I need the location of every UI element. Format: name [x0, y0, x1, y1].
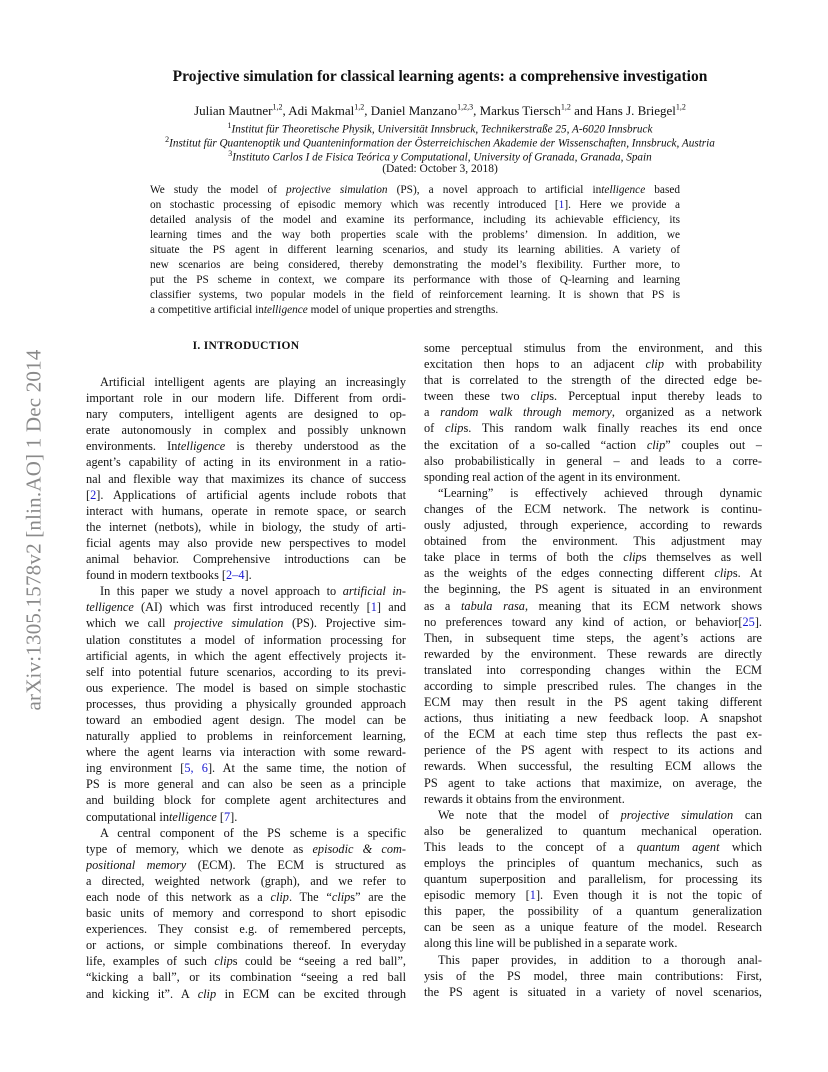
right-column — [424, 340, 762, 1000]
left-column-line: life, examples of such clips could be “seeing a red ball”, — [86, 954, 406, 969]
affiliation-2: $^2$Institut für Quantenoptik und Quanteninformation der Österreichischen Akademie der Wissenschaften, Innsbruck, Austria — [165, 135, 715, 150]
right-column-line: take place in terms of both the clips themselves as well — [424, 550, 762, 565]
left-column-line: agent’s capability of acting in its environment in a ratio- — [86, 455, 406, 470]
right-column-line: This paper provides, in addition to a thorough anal- — [438, 952, 762, 967]
left-column-line: or actions, or simple combinations thereof. In everyday — [86, 938, 406, 953]
left-column-line: [2]. Applications of artificial agents include robots that — [86, 487, 406, 502]
right-column-line: ysis of the PS model, three main contributions: First, — [424, 968, 762, 983]
left-column-line: animal behavior. Comprehensive introductions can be — [86, 552, 406, 567]
left-column-line: interact with humans, operate in remote space, or search — [86, 503, 406, 518]
right-column-line: PS agent to take actions that maximize, on average, the — [424, 775, 762, 790]
right-column-line: tween these two clips. Perceptual input thereby leads to — [424, 389, 762, 404]
left-column-line: ous experience. The model is based on simple stochastic — [86, 680, 406, 695]
right-column-line: episodic memory [1]. Even though it is not the topic of — [424, 888, 762, 903]
abstract-line: We study the model of projective simulation (PS), a novel approach to artificial intelligence based — [150, 184, 681, 196]
right-column-line: This leads to the concept of a quantum agent which — [424, 839, 762, 854]
right-column-line: Then, in subsequent time steps, the agent’s actions are — [424, 630, 762, 645]
abstract-line: classifier systems, two popular models in the field of reinforcement learning. It is shown that PS is — [150, 289, 680, 302]
left-column-line: where the agent learns via interaction with some reward- — [86, 745, 406, 760]
left-column-line: ulation constitutes a model of information processing for — [86, 632, 406, 647]
left-column-line: PS is more general and can also be seen as a principle — [86, 777, 406, 792]
left-column-line: important role in our modern life. Different from ordi- — [86, 391, 406, 406]
left-column-line: ing environment [5, 6]. At the same time, the notion of — [86, 761, 406, 776]
right-column-line: employs the principles of quantum mechanics, such as — [424, 856, 762, 870]
right-column-line: a random walk through memory, organized as a network — [424, 405, 762, 420]
left-column-line: type of memory, which we denote as episodic & com- — [86, 841, 406, 856]
left-column-line: In this paper we study a novel approach to artificial in- — [100, 584, 406, 599]
left-column-line: a directed, weighted network (graph), and we refer to — [86, 873, 406, 888]
abstract-line: detailed analysis of the model and examine its performance, including its achievable efficiency, its — [150, 214, 680, 227]
left-column-line: erate autonomously in complex and possibly unknown — [86, 423, 406, 438]
left-column-line: and kicking it”. A clip in ECM can be excited through — [86, 986, 406, 1001]
right-column-line: as the weights of the edges connecting different clips. At — [424, 566, 762, 581]
right-column-line: rewarded by the environment. These rewards are directly — [424, 646, 762, 661]
abstract-line: new scenarios are being considered, thereby demonstrating the model’s flexibility. Further more, to — [150, 259, 680, 272]
left-column-line: positional memory (ECM). The ECM is structured as — [86, 857, 406, 872]
abstract-line: on stochastic processing of episodic memory which was recently introduced [1]. Here we provide a — [150, 199, 681, 212]
left-column — [86, 374, 406, 1002]
left-column-line: Artificial intelligent agents are playing an increasingly — [100, 375, 406, 389]
right-column-line: excitation then hops to an adjacent clip with probability — [424, 357, 762, 372]
left-column-line: found in modern textbooks [2–4]. — [86, 568, 252, 583]
left-column-line: telligence (AI) which was first introduced recently [1] and — [86, 600, 406, 615]
right-column-line: that is correlated to the strength of the directed edge be- — [424, 373, 762, 388]
right-column-line: of clips. This random walk finally reaches its end once — [424, 421, 762, 436]
right-column-line: of the ECM at each time step thus reflects the past ex- — [424, 727, 762, 742]
affiliation-1: $^1$Institut für Theoretische Physik, Universität Innsbruck, Technikerstraße 25, A-6020 Innsbruck — [227, 121, 653, 136]
left-column-line: self into potential future scenarios, according to its previ- — [86, 664, 406, 679]
right-column-line: the beginning, the PS agent is situated in an environment — [424, 582, 762, 597]
right-column-line: actions, thus initiating a new feedback loop. A snapshot — [424, 711, 762, 726]
right-column-line: also probabilistically in general – and leads to a corre- — [424, 453, 762, 468]
left-column-line: the internet (netbots), while in biology, the study of arti- — [86, 519, 406, 534]
paper-title: Projective simulation for classical learning agents: a comprehensive investigation — [172, 68, 708, 85]
left-column-line: nal and flexible way that maximizes its chance of success — [86, 471, 406, 486]
right-column-line: along this line will be published in a separate work. — [424, 936, 678, 951]
right-column-line: translated into corresponding changes within the ECM — [424, 662, 762, 677]
abstract-line: learning times and the way both properties scale with the problems’ dimension. In addition, we — [150, 229, 680, 242]
affiliation-3: $^3$Instituto Carlos I de Fisica Teórica y Computational, University of Granada, Granada, Spain — [228, 149, 652, 164]
right-column-line: ECM may then result in the PS agent taking different — [424, 695, 762, 710]
right-column-line: no preferences toward any kind of action, or behavior[25]. — [424, 614, 762, 629]
right-column-line: as a tabula rasa, meaning that its ECM network shows — [424, 598, 762, 613]
arxiv-identifier: arXiv:1305.1578v2 [nlin.AO] 1 Dec 2014 — [21, 349, 46, 711]
section-heading: I. INTRODUCTION — [192, 340, 300, 352]
left-column-line: environments. Intelligence is thereby understood as the — [86, 439, 406, 454]
right-column-line: ously adjusted, through experience, according to rewards — [424, 518, 762, 533]
right-column-line: changes of the ECM network. The network is continu- — [424, 501, 762, 516]
abstract-line: a competitive artificial intelligence model of unique properties and strengths. — [150, 304, 499, 317]
left-column-line: toward an embodied agent design. The model can be — [86, 712, 406, 727]
left-column-line: artificial agents, in which the agent effectively projects it- — [86, 648, 406, 663]
right-column-line: some perceptual stimulus from the environment, and this — [424, 341, 762, 355]
left-column-line: which we call projective simulation (PS). Projective sim- — [86, 616, 406, 631]
right-column-line: “Learning” is effectively achieved through dynamic — [438, 485, 762, 500]
right-column-line: perience of the PS agent with respect to its actions and — [424, 743, 762, 758]
left-column-line: naturally applied to problems in reinforcement learning, — [86, 729, 406, 744]
abstract-line: situate the PS agent in different learning scenarios, and study its learning abilities. A variety of — [150, 244, 680, 257]
left-column-line: computational intelligence [7]. — [86, 809, 238, 824]
left-column-line: A central component of the PS scheme is a specific — [100, 825, 406, 840]
left-column-line: basic units of memory and correspond to short episodic — [86, 906, 406, 921]
right-column-line: can be seen as a unique feature of the model. Research — [424, 920, 762, 935]
right-column-line: rewards. When successful, the resulting ECM allows the — [424, 759, 762, 774]
left-column-line: nary computers, intelligent agents are designed to op- — [86, 407, 406, 422]
right-column-line: according to simple prescribed rules. The changes in the — [424, 678, 762, 693]
right-column-line: this paper, the possibility of a quantum generalization — [424, 904, 762, 919]
left-column-line: ficial agents may also provide new perspectives to model — [86, 535, 406, 550]
left-column-line: each node of this network as a clip. The “clips” are the — [86, 890, 406, 904]
dated-line: (Dated: October 3, 2018) — [382, 163, 498, 175]
right-column-line: sponding real action of the agent in its environment. — [424, 469, 681, 484]
left-column-line: “kicking a ball”, or its combination “seeing a red ball — [86, 970, 406, 985]
left-column-line: processes, thus providing a physically grounded approach — [86, 696, 406, 711]
author-list — [60, 103, 820, 119]
right-column-line: the PS agent is situated in a variety of novel scenarios, — [424, 984, 762, 999]
authors-text: Julian Mautner$^{1,2}$, Adi Makmal$^{1,2}$, Daniel Manzano$^{1,2,3}$, Markus Tiersch$^{1,2}$ and Hans J. Briegel$^{1,2}$ — [194, 103, 686, 119]
right-column-line: rewards it obtains from the environment. — [424, 791, 625, 806]
abstract-line: put the PS scheme in context, we compare its performance with those of Q-learning and learning — [150, 274, 680, 287]
left-column-line: and building block for complete agent architectures and — [86, 793, 406, 808]
right-column-line: the excitation of a so-called “action clip” couples out – — [424, 437, 762, 452]
right-column-line: obtained from the environment. This adjustment may — [424, 534, 762, 549]
left-column-line: experiences. They consist e.g. of remembered percepts, — [86, 922, 406, 937]
right-column-line: We note that the model of projective simulation can — [438, 807, 762, 822]
right-column-line: quantum superposition and parallelism, for processing its — [424, 872, 762, 887]
right-column-line: also be generalized to quantum mechanical operation. — [424, 823, 762, 838]
abstract — [150, 183, 680, 318]
